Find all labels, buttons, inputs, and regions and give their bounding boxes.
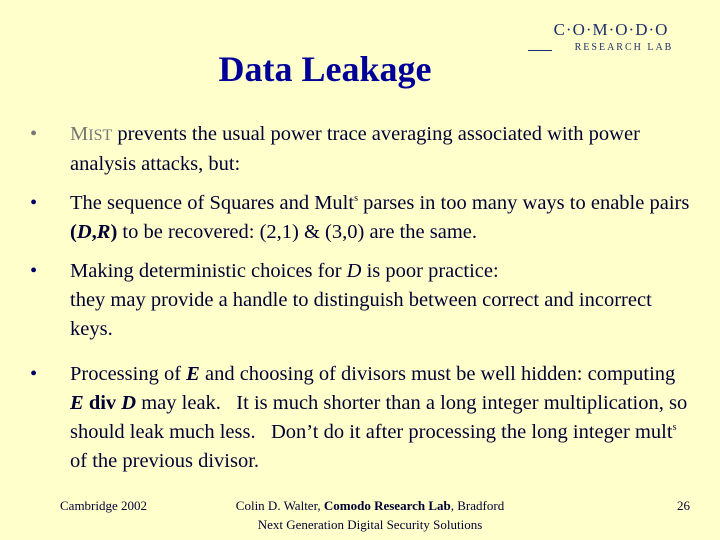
- author-name: Colin D. Walter,: [235, 498, 324, 513]
- bullet-3-text: [70, 257, 690, 344]
- bullet-4-part-d: of the previous divisor.: [70, 450, 260, 472]
- bullet-3-part-c: they may provide a handle to distinguish between correct and incorrect keys.: [70, 289, 652, 340]
- page-number: 26: [677, 498, 690, 513]
- location: , Bradford: [450, 498, 505, 513]
- superscript-s: s: [354, 193, 358, 205]
- paren-open: (: [70, 221, 77, 243]
- paren-close: ): [110, 221, 118, 243]
- bullet-dot: •: [30, 260, 38, 282]
- mist-rest: IST: [88, 127, 113, 144]
- div-operator: div: [83, 392, 122, 414]
- bullet-4-text: [70, 360, 693, 476]
- bullet-4-part-c: may leak. It is much shorter than a long integer multiplication, so should leak much less. Don’t do it after processing the long integer mult: [70, 392, 693, 443]
- bullet-2-text: [70, 189, 690, 247]
- superscript-s: s: [672, 422, 677, 434]
- footer-author: [200, 496, 540, 534]
- bullet-2-part-b: parses in too many ways to enable pairs: [357, 192, 690, 214]
- var-r: R: [96, 221, 111, 243]
- bullet-4-part-b: and choosing of divisors must be well hidden: computing: [199, 363, 676, 385]
- bullet-2: [30, 189, 690, 247]
- var-e: E: [70, 392, 84, 414]
- logo-wordmark: C·O·M·O·D·O: [553, 20, 669, 39]
- bullet-2-part-a: The sequence of Squares and Mult: [70, 192, 355, 214]
- var-d: D: [346, 260, 362, 282]
- bullet-3: [30, 257, 690, 344]
- bullet-dot: •: [30, 363, 38, 385]
- lab-name: Comodo Research Lab: [323, 498, 451, 513]
- bullet-4-part-a: Processing of: [70, 363, 187, 385]
- var-d: D: [76, 221, 92, 243]
- var-e: E: [186, 363, 200, 385]
- bullet-dot: •: [30, 192, 38, 214]
- slide-title: Data Leakage: [218, 49, 432, 89]
- footer-venue: Cambridge 2002: [60, 498, 148, 513]
- bullet-1-body: prevents the usual power trace averaging associated with power analysis attacks, but:: [70, 123, 640, 175]
- bullet-1: [30, 120, 690, 179]
- footer-tagline: Next Generation Digital Security Solutions: [257, 517, 483, 532]
- bullet-3-part-b: is poor practice:: [361, 260, 499, 282]
- logo-subtitle: RESEARCH LAB: [574, 42, 674, 53]
- mist-initial: M: [70, 123, 89, 145]
- comma: ,: [91, 221, 97, 243]
- bullet-3-part-a: Making deterministic choices for: [70, 260, 347, 282]
- bullet-2-part-c: to be recovered: (2,1) & (3,0) are the same.: [117, 221, 478, 243]
- bullet-dot: •: [30, 123, 38, 145]
- bullet-1-text: [70, 120, 690, 179]
- var-d: D: [121, 392, 137, 414]
- bullet-4: [30, 360, 693, 476]
